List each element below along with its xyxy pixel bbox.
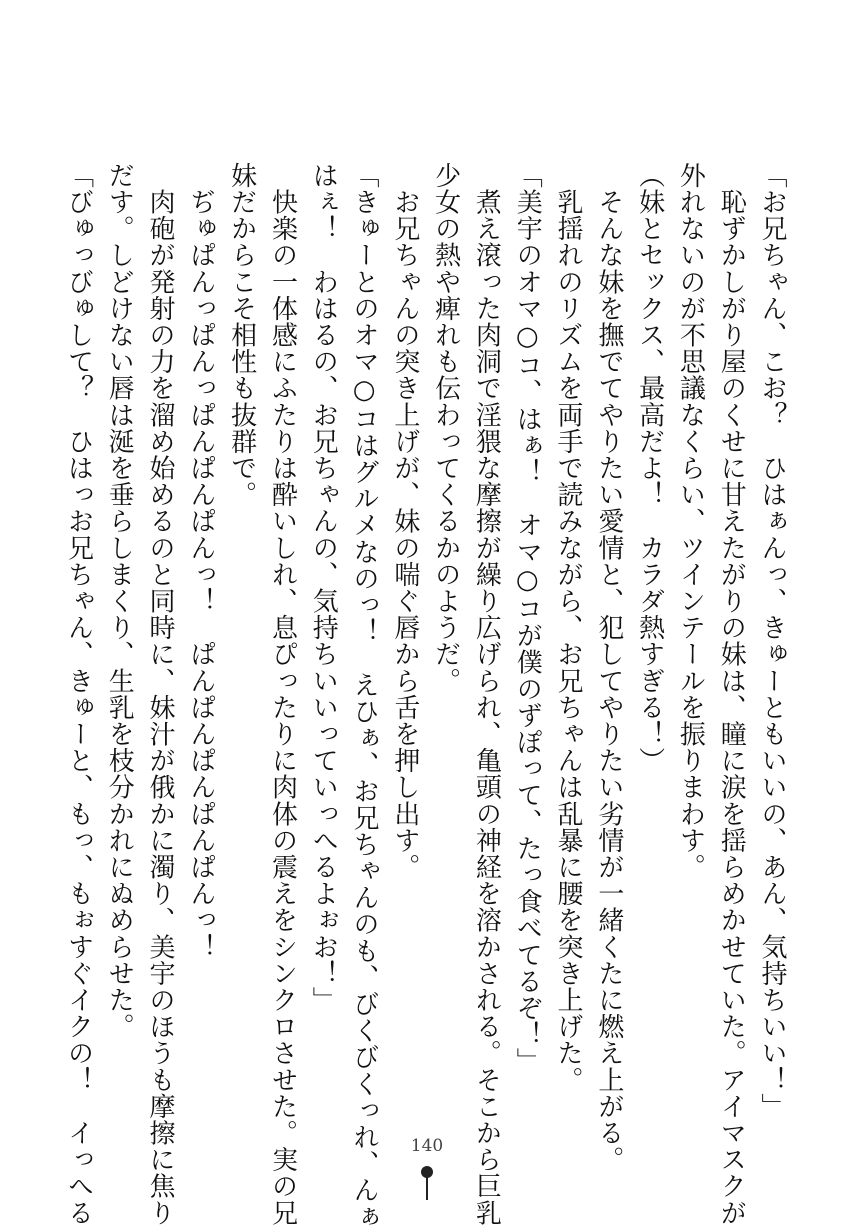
text-line: 快楽の一体感にふたりは酔いしれ、息ぴったりに肉体の震えをシンクロさせた。実の兄 (267, 162, 298, 1226)
text-line: お兄ちゃんの突き上げが、妹の喘ぐ唇から舌を押し出す。 (389, 162, 420, 881)
text-line: 肉砲が発射の力を溜め始めるのと同時に、妹汁が俄かに濁り、美宇のほうも摩擦に焦り (145, 162, 176, 1226)
text-line: 「美宇のオマ○コ、はぁ！ オマ○コが僕のずぽって、たっ食べてるぞ！」 (512, 162, 543, 1075)
text-line: 少女の熱や痺れも伝わってくるかのようだ。 (430, 162, 461, 694)
text-line: 恥ずかしがり屋のくせに甘えたがりの妹は、瞳に涙を揺らめかせていた。アイマスクが (716, 162, 747, 1226)
page-number: 140 (410, 1136, 444, 1156)
text-line: そんな妹を撫でてやりたい愛情と、犯してやりたい劣情が一緒くたに燃え上がる。 (593, 162, 624, 1173)
text-line: ぢゅぱんっぱんっぱんぱんぱんっ！ ぱんぱんぱんぱんぱんっ！ (185, 162, 216, 960)
text-line: 妹だからこそ相性も抜群で。 (226, 162, 257, 508)
page-ornament-icon (420, 1166, 434, 1200)
text-line: 煮え滾った肉洞で淫猥な摩擦が繰り広げられ、亀頭の神経を溶かされる。そこから巨乳 (471, 162, 502, 1226)
text-line: はぇ！ わはるの、お兄ちゃんの、気持ちいいっていっへるよぉお！」 (308, 162, 339, 1014)
text-line: だす。しどけない唇は涎を垂らしまくり、生乳を枝分かれにぬめらせた。 (104, 162, 135, 1040)
text-line: （妹とセックス、最高だよ！ カラダ熱すぎる！） (634, 162, 665, 774)
text-line: 「びゅっびゅして？ ひはっお兄ちゃん、きゅーと、もっ、もぉすぐイクの！ イっへる (63, 162, 94, 1226)
ornament-stem (426, 1176, 428, 1200)
text-line: 「お兄ちゃん、こお？ ひはぁんっ、きゅーともいいの、あん、気持ちいい！」 (757, 162, 787, 1120)
text-line: 乳揺れのリズムを両手で読みながら、お兄ちゃんは乱暴に腰を突き上げた。 (553, 162, 584, 1093)
text-line: 「きゅーとのオマ○コはグルメなのっ！ えひぁ、お兄ちゃんのも、びくびくっれ、んぁ (349, 162, 380, 1230)
text-line: 外れないのが不思議なくらい、ツインテールを振りまわす。 (675, 162, 706, 881)
